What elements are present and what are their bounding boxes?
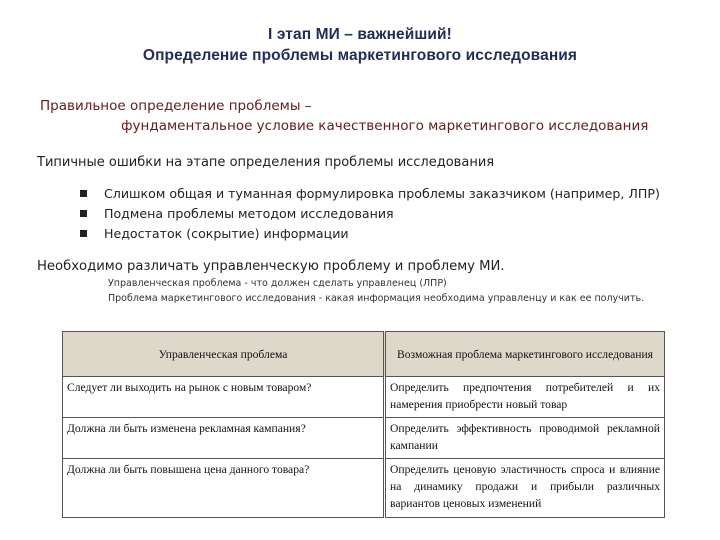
- definition-management-problem: Управленческая проблема - что должен сделать управленец (ЛПР): [108, 278, 447, 289]
- table-cell: Следует ли выходить на рынок с новым товаром?: [63, 377, 385, 418]
- errors-list: [78, 184, 660, 244]
- title-line-2: Определение проблемы маркетингового исследования: [142, 47, 578, 64]
- column-header-research-problem: Возможная проблема маркетингового исследования: [385, 332, 665, 377]
- table-row: [63, 418, 665, 459]
- subtitle-line-2: фундаментальное условие качественного маркетингового исследования: [121, 118, 649, 134]
- definition-research-problem: Проблема маркетингового исследования - какая информация необходима управленцу и как ее получить.: [108, 293, 645, 304]
- list-item-text: Слишком общая и туманная формулировка проблемы заказчиком (например, ЛПР): [104, 186, 660, 201]
- list-item-text: Подмена проблемы методом исследования: [104, 206, 394, 221]
- subtitle-line-1: Правильное определение проблемы –: [40, 98, 312, 114]
- table-cell: Должна ли быть повышена цена данного товара?: [63, 459, 385, 518]
- table-cell: Определить предпочтения потребителей и их намерения приобрести новый товар: [385, 377, 665, 418]
- table-header-row: [63, 332, 665, 377]
- problems-table: [62, 331, 665, 518]
- square-bullet-icon: [80, 210, 87, 217]
- square-bullet-icon: [80, 230, 87, 237]
- list-item: [78, 204, 660, 224]
- column-header-management-problem: Управленческая проблема: [63, 332, 385, 377]
- errors-heading: Типичные ошибки на этапе определения проблемы исследования: [37, 155, 495, 170]
- table-cell: Должна ли быть изменена рекламная кампания?: [63, 418, 385, 459]
- distinguish-heading: Необходимо различать управленческую проблему и проблему МИ.: [37, 259, 505, 274]
- square-bullet-icon: [80, 190, 87, 197]
- list-item: [78, 224, 660, 244]
- list-item-text: Недостаток (сокрытие) информации: [104, 226, 349, 241]
- title-line-1: I этап МИ – важнейший!: [268, 26, 452, 43]
- table-cell: Определить ценовую эластичность спроса и влияние на динамику продажи и прибыли различных вариантов ценовых изменений: [385, 459, 665, 518]
- table-row: [63, 459, 665, 518]
- table-row: [63, 377, 665, 418]
- list-item: [78, 184, 660, 204]
- table-cell: Определить эффективность проводимой рекламной кампании: [385, 418, 665, 459]
